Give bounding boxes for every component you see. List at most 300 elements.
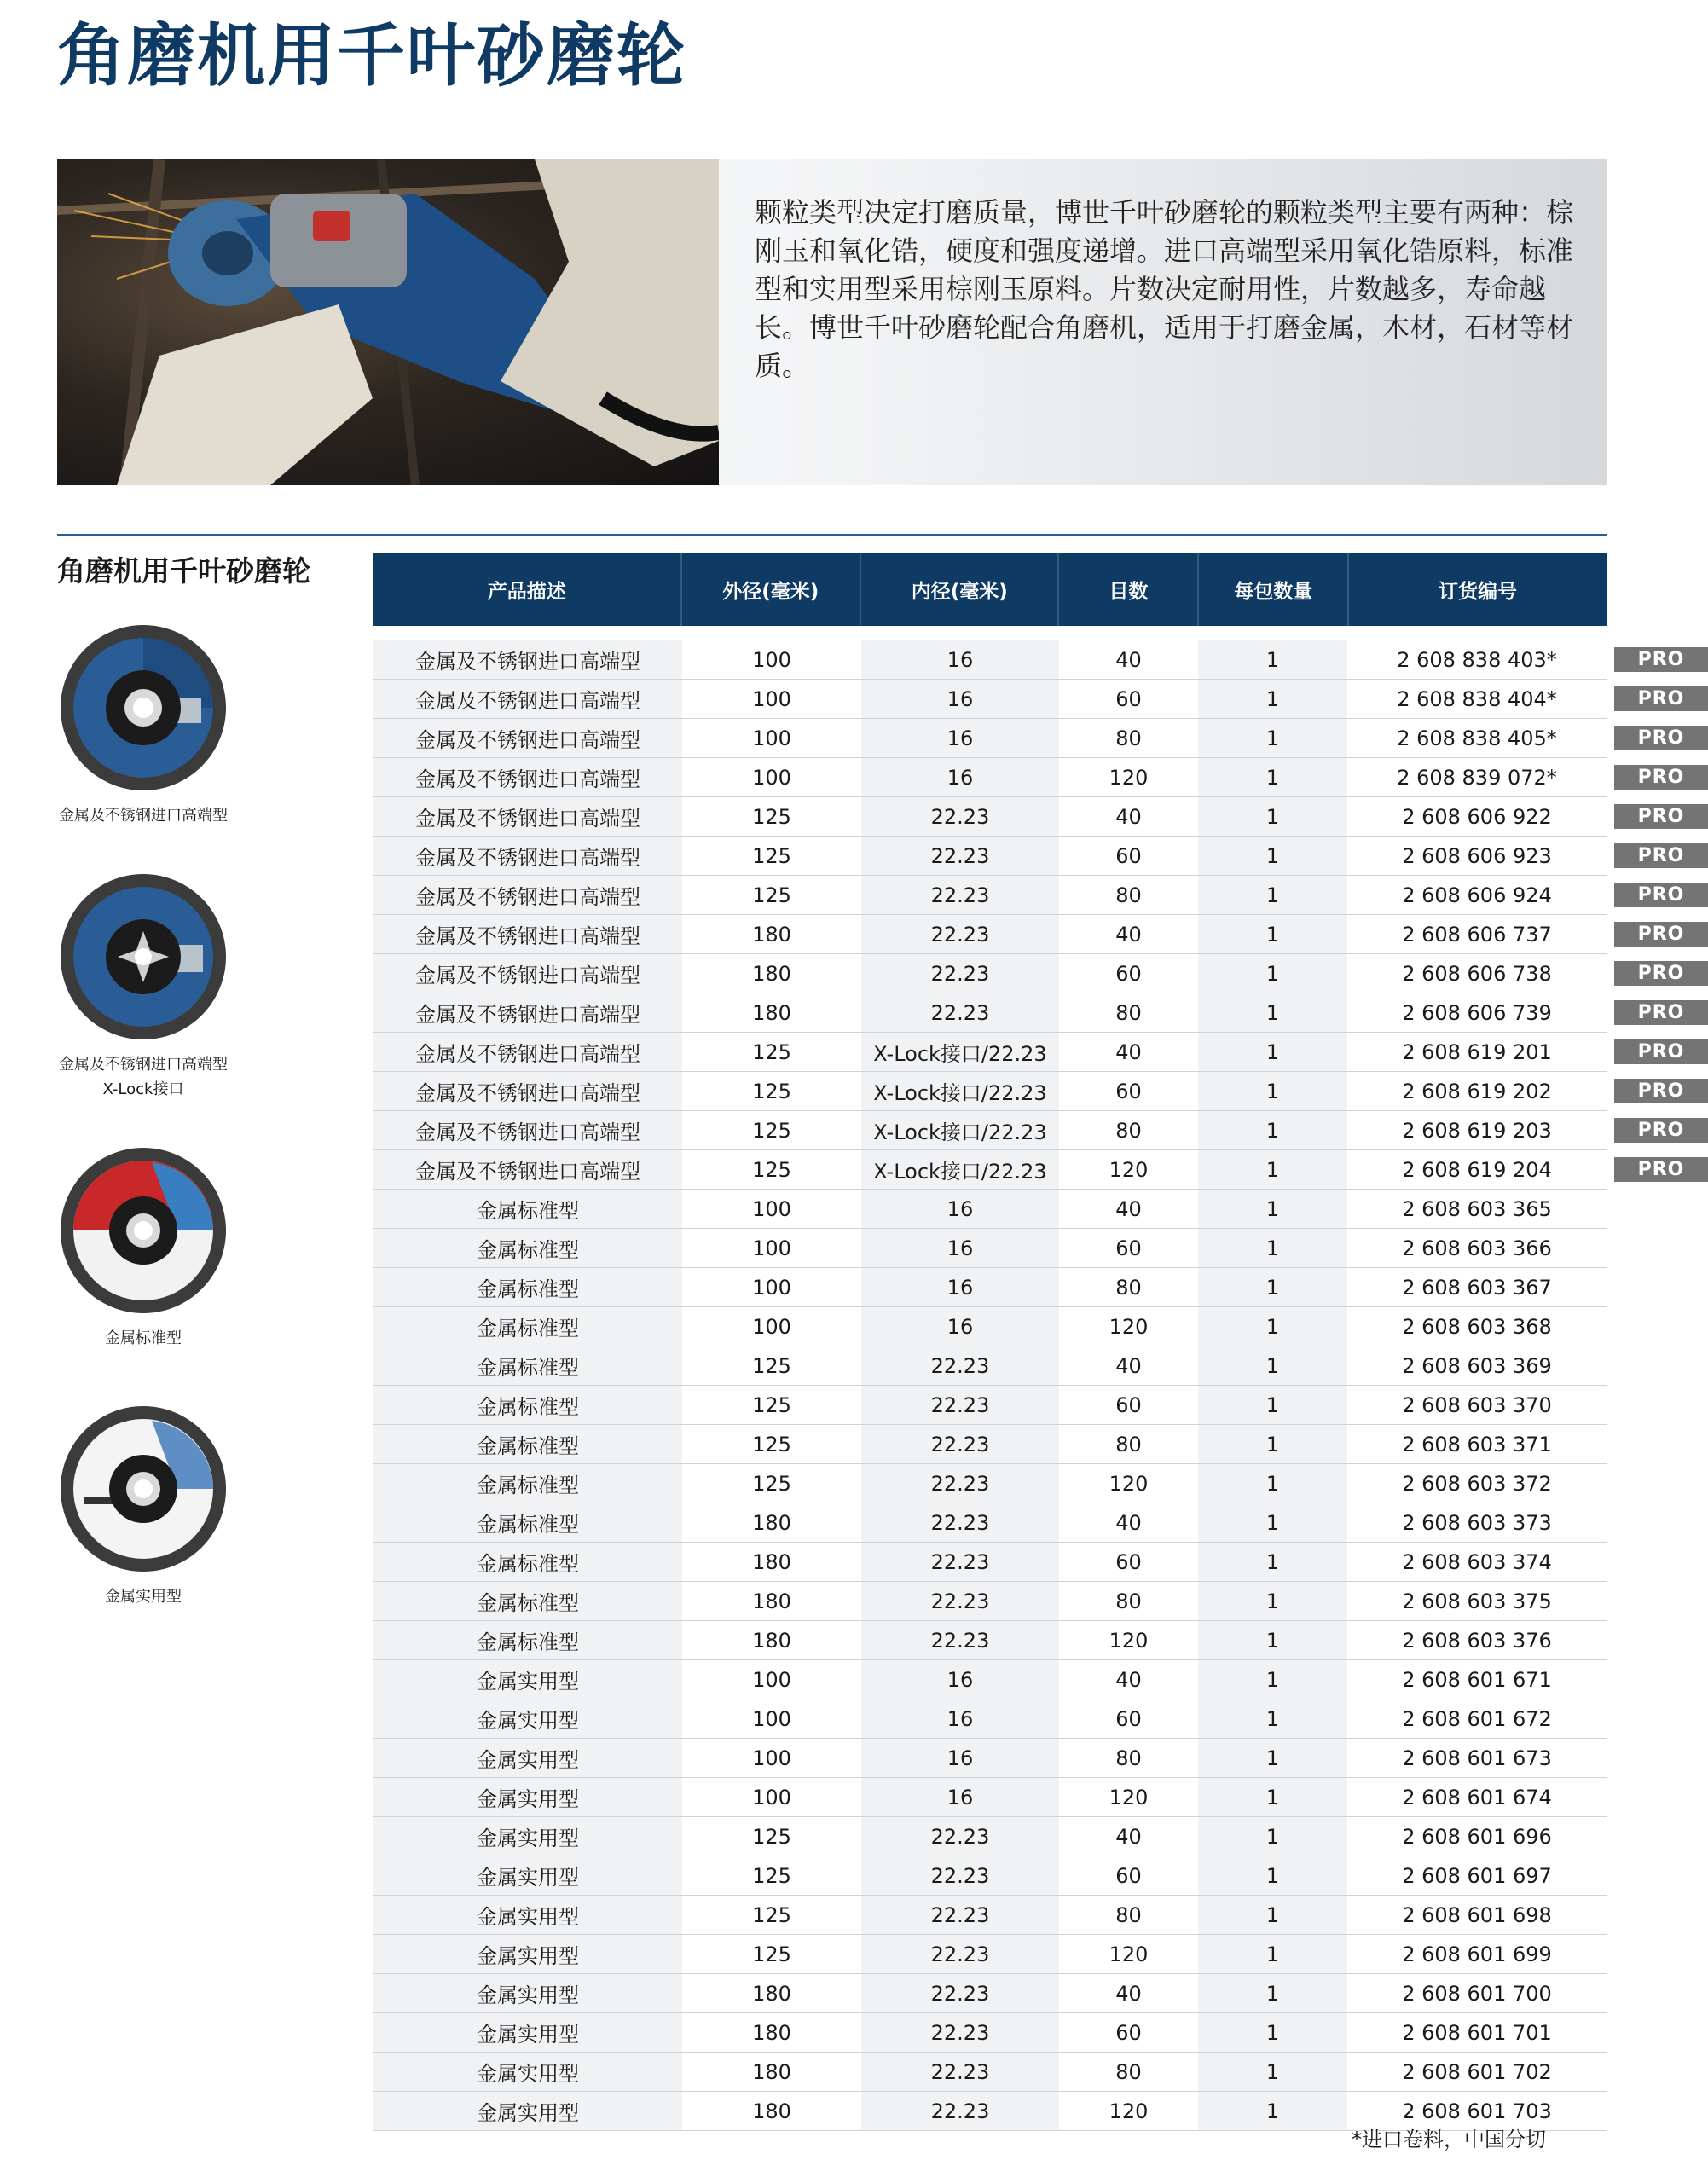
cell-order-number: 2 608 601 703 [1402,2099,1552,2123]
section-title: 角磨机用千叶砂磨轮 [57,554,310,588]
table-row [373,1896,1607,1935]
pro-badge: PRO [1614,765,1708,790]
cell-pack-qty: 1 [1198,1503,1347,1542]
intro-text: 颗粒类型决定打磨质量，博世千叶砂磨轮的颗粒类型主要有两种：棕刚玉和氧化锆，硬度和强度递增。进口高端型采用氧化锆原料，标准型和实用型采用棕刚玉原料。片数决定耐用性，片数越多，寿命越长。博世千叶砂磨轮配合角磨机，适用于打磨金属，木材，石材等材质。 [755,196,1574,382]
cell-grit: 40 [1115,1353,1142,1378]
cell-grit: 80 [1115,1902,1142,1927]
cell-grit: 40 [1115,1510,1142,1535]
cell-pack-qty: 1 [1198,719,1347,757]
cell-pack-qty: 1 [1198,2053,1347,2091]
cell-inner-diameter: 22.23 [861,1346,1059,1385]
cell-grit: 80 [1115,2059,1142,2084]
cell-order-number: 2 608 601 674 [1402,1785,1552,1810]
cell-pack-qty: 1 [1198,1778,1347,1816]
cell-pack-qty: 1 [1198,1739,1347,1777]
flap-disc-image [58,1404,229,1574]
cell-order-number: 2 608 619 202 [1402,1079,1552,1103]
cell-outer-diameter: 100 [752,1785,791,1810]
cell-inner-diameter: 22.23 [861,1935,1059,1973]
thumb-caption [28,1052,258,1102]
pro-badge: PRO [1614,1079,1708,1103]
table-row [373,993,1685,1033]
cell-outer-diameter: 100 [752,686,791,711]
cell-outer-diameter: 125 [752,1902,791,1927]
product-thumb-xlock [28,871,258,1102]
cell-pack-qty: 1 [1198,1896,1347,1934]
cell-order-number: 2 608 603 367 [1402,1275,1552,1300]
pro-badge: PRO [1614,883,1708,907]
cell-order-number: 2 608 601 696 [1402,1824,1552,1849]
cell-outer-diameter: 180 [752,2059,791,2084]
cell-grit: 60 [1115,2020,1142,2045]
table-row [373,837,1685,876]
cell-inner-diameter: 22.23 [861,1896,1059,1934]
cell-order-number: 2 608 601 700 [1402,1981,1552,2006]
cell-grit: 120 [1109,1157,1149,1182]
cell-outer-diameter: 100 [752,726,791,750]
cell-outer-diameter: 100 [752,1196,791,1221]
cell-order-number: 2 608 601 672 [1402,1706,1552,1731]
cell-grit: 80 [1115,726,1142,750]
cell-outer-diameter: 180 [752,1628,791,1653]
pro-badge: PRO [1614,922,1708,947]
cell-outer-diameter: 180 [752,961,791,986]
cell-order-number: 2 608 838 403* [1397,647,1557,672]
table-header [373,553,1607,626]
footnote: *进口卷料，中国分切 [1352,2128,1546,2151]
cell-pack-qty: 1 [1198,1425,1347,1463]
cell-inner-diameter: 16 [861,758,1059,796]
cell-grit: 60 [1115,1549,1142,1574]
cell-grit: 60 [1115,1236,1142,1260]
pro-badge: PRO [1614,961,1708,986]
cell-inner-diameter: 22.23 [861,2053,1059,2091]
cell-pack-qty: 1 [1198,1033,1347,1071]
cell-order-number: 2 608 603 373 [1402,1510,1552,1535]
col-header-order-number: 订货编号 [1439,580,1518,603]
product-thumb-premium [28,622,258,828]
cell-pack-qty: 1 [1198,1268,1347,1306]
cell-grit: 60 [1115,843,1142,868]
cell-grit: 40 [1115,804,1142,829]
cell-outer-diameter: 125 [752,1942,791,1966]
table-row [373,1621,1607,1660]
table-row [373,1543,1607,1582]
cell-description: 金属实用型 [373,2092,682,2130]
cell-order-number: 2 608 606 924 [1402,883,1552,907]
cell-grit: 60 [1115,961,1142,986]
table-row [373,1425,1607,1464]
cell-outer-diameter: 125 [752,883,791,907]
cell-grit: 80 [1115,1275,1142,1300]
table-row [373,1503,1607,1543]
cell-description: 金属实用型 [373,1896,682,1934]
cell-grit: 120 [1109,1942,1149,1966]
table-row [373,1778,1607,1817]
cell-inner-diameter: X-Lock接口/22.23 [861,1111,1059,1149]
cell-pack-qty: 1 [1198,1621,1347,1659]
cell-description: 金属实用型 [373,2053,682,2091]
cell-inner-diameter: 16 [861,719,1059,757]
table-row [373,2053,1607,2092]
cell-outer-diameter: 125 [752,1118,791,1143]
cell-pack-qty: 1 [1198,1817,1347,1856]
cell-inner-diameter: 16 [861,1739,1059,1777]
cell-grit: 60 [1115,1706,1142,1731]
table-row [373,1699,1607,1739]
cell-outer-diameter: 125 [752,1157,791,1182]
product-thumb-economy [28,1404,258,1609]
cell-inner-diameter: 22.23 [861,1464,1059,1503]
col-header-description: 产品描述 [373,553,682,626]
cell-inner-diameter: 16 [861,1229,1059,1267]
cell-outer-diameter: 125 [752,804,791,829]
table-row [373,876,1685,915]
table-row [373,797,1685,837]
cell-description: 金属实用型 [373,1778,682,1816]
cell-inner-diameter: 22.23 [861,797,1059,836]
cell-outer-diameter: 125 [752,1432,791,1456]
cell-inner-diameter: 16 [861,1660,1059,1699]
cell-pack-qty: 1 [1198,1386,1347,1424]
cell-pack-qty: 1 [1198,1856,1347,1895]
thumb-caption: 金属实用型 [105,1588,182,1606]
cell-description: 金属及不锈钢进口高端型 [373,680,682,718]
cell-inner-diameter: 22.23 [861,1621,1059,1659]
cell-pack-qty: 1 [1198,1229,1347,1267]
cell-grit: 60 [1115,1393,1142,1417]
cell-pack-qty: 1 [1198,1190,1347,1228]
cell-grit: 40 [1115,1667,1142,1692]
cell-outer-diameter: 125 [752,1079,791,1103]
cell-description: 金属实用型 [373,2013,682,2052]
cell-inner-diameter: 22.23 [861,876,1059,914]
cell-pack-qty: 1 [1198,876,1347,914]
cell-order-number: 2 608 619 201 [1402,1039,1552,1064]
cell-order-number: 2 608 603 372 [1402,1471,1552,1496]
cell-order-number: 2 608 606 922 [1402,804,1552,829]
cell-pack-qty: 1 [1198,2092,1347,2130]
cell-grit: 40 [1115,1039,1142,1064]
cell-outer-diameter: 180 [752,1549,791,1574]
col-header-grit: 目数 [1059,553,1199,626]
cell-order-number: 2 608 838 405* [1397,726,1557,750]
cell-grit: 80 [1115,1746,1142,1770]
cell-description: 金属及不锈钢进口高端型 [373,876,682,914]
product-thumb-standard [28,1145,258,1351]
cell-inner-diameter: 16 [861,680,1059,718]
cell-order-number: 2 608 601 702 [1402,2059,1552,2084]
cell-grit: 80 [1115,1118,1142,1143]
cell-pack-qty: 1 [1198,1307,1347,1346]
table-row [373,640,1685,680]
cell-pack-qty: 1 [1198,1543,1347,1581]
cell-pack-qty: 1 [1198,1699,1347,1738]
cell-grit: 120 [1109,1314,1149,1339]
cell-outer-diameter: 180 [752,922,791,947]
pro-badge: PRO [1614,1000,1708,1025]
table-row [373,1111,1685,1150]
table-row [373,1072,1685,1111]
cell-description: 金属及不锈钢进口高端型 [373,837,682,875]
cell-pack-qty: 1 [1198,1111,1347,1149]
table-row [373,1660,1607,1699]
cell-description: 金属标准型 [373,1307,682,1346]
pro-badge: PRO [1614,804,1708,829]
cell-description: 金属及不锈钢进口高端型 [373,758,682,796]
cell-order-number: 2 608 601 701 [1402,2020,1552,2045]
cell-outer-diameter: 100 [752,647,791,672]
table-row [373,1386,1607,1425]
cell-pack-qty: 1 [1198,954,1347,993]
table-row [373,719,1685,758]
cell-outer-diameter: 100 [752,765,791,790]
cell-outer-diameter: 100 [752,1706,791,1731]
cell-grit: 40 [1115,647,1142,672]
cell-inner-diameter: X-Lock接口/22.23 [861,1150,1059,1189]
cell-grit: 80 [1115,883,1142,907]
cell-outer-diameter: 180 [752,2020,791,2045]
section-divider [57,534,1607,536]
cell-outer-diameter: 180 [752,1000,791,1025]
cell-description: 金属实用型 [373,1699,682,1738]
pro-badge: PRO [1614,1157,1708,1182]
cell-description: 金属标准型 [373,1425,682,1463]
cell-description: 金属标准型 [373,1582,682,1620]
cell-description: 金属及不锈钢进口高端型 [373,640,682,679]
cell-order-number: 2 608 606 923 [1402,843,1552,868]
cell-description: 金属标准型 [373,1190,682,1228]
table-row [373,1817,1607,1856]
cell-description: 金属及不锈钢进口高端型 [373,993,682,1032]
cell-order-number: 2 608 619 204 [1402,1157,1552,1182]
cell-outer-diameter: 100 [752,1746,791,1770]
cell-grit: 120 [1109,1471,1149,1496]
cell-grit: 40 [1115,1981,1142,2006]
table-row [373,2013,1607,2053]
cell-grit: 80 [1115,1432,1142,1456]
cell-order-number: 2 608 603 369 [1402,1353,1552,1378]
cell-pack-qty: 1 [1198,1150,1347,1189]
table-row [373,1150,1685,1190]
cell-order-number: 2 608 619 203 [1402,1118,1552,1143]
cell-pack-qty: 1 [1198,1660,1347,1699]
cell-order-number: 2 608 606 739 [1402,1000,1552,1025]
cell-grit: 40 [1115,1824,1142,1849]
table-row [373,758,1685,797]
col-header-inner-diameter: 内径(毫米) [861,553,1059,626]
cell-outer-diameter: 180 [752,1981,791,2006]
cell-description: 金属及不锈钢进口高端型 [373,915,682,953]
pro-badge: PRO [1614,647,1708,672]
cell-inner-diameter: 22.23 [861,915,1059,953]
thumb-caption-line2: X-Lock接口 [102,1080,184,1098]
cell-inner-diameter: 22.23 [861,1386,1059,1424]
cell-outer-diameter: 100 [752,1314,791,1339]
flap-disc-image [58,1145,229,1316]
cell-description: 金属及不锈钢进口高端型 [373,1150,682,1189]
table-row [373,1190,1607,1229]
cell-inner-diameter: 22.23 [861,954,1059,993]
cell-pack-qty: 1 [1198,1935,1347,1973]
cell-pack-qty: 1 [1198,797,1347,836]
cell-order-number: 2 608 601 673 [1402,1746,1552,1770]
cell-outer-diameter: 125 [752,1471,791,1496]
cell-pack-qty: 1 [1198,1582,1347,1620]
cell-order-number: 2 608 838 404* [1397,686,1557,711]
cell-inner-diameter: 22.23 [861,1817,1059,1856]
cell-description: 金属标准型 [373,1268,682,1306]
table-body [373,640,1685,2131]
cell-outer-diameter: 125 [752,1824,791,1849]
cell-grit: 60 [1115,1863,1142,1888]
cell-order-number: 2 608 601 697 [1402,1863,1552,1888]
cell-inner-diameter: 22.23 [861,2013,1059,2052]
cell-outer-diameter: 125 [752,1039,791,1064]
cell-grit: 60 [1115,686,1142,711]
table-row [373,1464,1607,1503]
cell-description: 金属及不锈钢进口高端型 [373,797,682,836]
cell-inner-diameter: 22.23 [861,1974,1059,2012]
cell-inner-diameter: 22.23 [861,2092,1059,2130]
cell-description: 金属标准型 [373,1621,682,1659]
cell-description: 金属实用型 [373,1856,682,1895]
cell-outer-diameter: 125 [752,1353,791,1378]
col-header-outer-diameter: 外径(毫米) [682,553,862,626]
cell-pack-qty: 1 [1198,1464,1347,1503]
cell-description: 金属标准型 [373,1503,682,1542]
cell-order-number: 2 608 606 737 [1402,922,1552,947]
cell-outer-diameter: 125 [752,1393,791,1417]
cell-description: 金属标准型 [373,1346,682,1385]
angle-grinder-photo [57,159,719,485]
cell-pack-qty: 1 [1198,640,1347,679]
product-table [373,553,1685,2131]
cell-order-number: 2 608 603 371 [1402,1432,1552,1456]
cell-grit: 60 [1115,1079,1142,1103]
pro-badge: PRO [1614,686,1708,711]
cell-description: 金属及不锈钢进口高端型 [373,1111,682,1149]
page-title: 角磨机用千叶砂磨轮 [57,16,686,96]
cell-pack-qty: 1 [1198,758,1347,796]
cell-order-number: 2 608 603 365 [1402,1196,1552,1221]
cell-inner-diameter: 16 [861,1307,1059,1346]
cell-order-number: 2 608 603 376 [1402,1628,1552,1653]
pro-badge: PRO [1614,843,1708,868]
table-row [373,680,1685,719]
cell-order-number: 2 608 601 699 [1402,1942,1552,1966]
cell-pack-qty: 1 [1198,993,1347,1032]
flap-disc-image [58,622,229,793]
cell-pack-qty: 1 [1198,837,1347,875]
table-row [373,1307,1607,1346]
cell-outer-diameter: 180 [752,2099,791,2123]
cell-grit: 120 [1109,1785,1149,1810]
cell-description: 金属及不锈钢进口高端型 [373,1033,682,1071]
cell-grit: 120 [1109,765,1149,790]
cell-description: 金属实用型 [373,1974,682,2012]
cell-order-number: 2 608 839 072* [1397,765,1557,790]
thumb-caption-line1: 金属及不锈钢进口高端型 [59,1056,228,1074]
cell-description: 金属实用型 [373,1935,682,1973]
cell-inner-diameter: 22.23 [861,993,1059,1032]
cell-pack-qty: 1 [1198,1346,1347,1385]
flap-disc-image [58,871,229,1042]
table-row [373,1935,1607,1974]
cell-pack-qty: 1 [1198,1072,1347,1110]
cell-grit: 40 [1115,1196,1142,1221]
cell-description: 金属及不锈钢进口高端型 [373,954,682,993]
pro-badge: PRO [1614,726,1708,750]
cell-order-number: 2 608 603 374 [1402,1549,1552,1574]
cell-outer-diameter: 100 [752,1236,791,1260]
cell-grit: 120 [1109,2099,1149,2123]
cell-order-number: 2 608 601 671 [1402,1667,1552,1692]
cell-outer-diameter: 180 [752,1589,791,1613]
cell-inner-diameter: 16 [861,1268,1059,1306]
cell-inner-diameter: 16 [861,1699,1059,1738]
cell-inner-diameter: 16 [861,640,1059,679]
cell-outer-diameter: 100 [752,1275,791,1300]
pro-badge: PRO [1614,1039,1708,1064]
thumb-caption: 金属标准型 [105,1329,182,1347]
cell-inner-diameter: 22.23 [861,1425,1059,1463]
cell-description: 金属标准型 [373,1229,682,1267]
table-row [373,1033,1685,1072]
cell-inner-diameter: 22.23 [861,1582,1059,1620]
cell-outer-diameter: 125 [752,843,791,868]
pro-badge: PRO [1614,1118,1708,1143]
cell-inner-diameter: 16 [861,1778,1059,1816]
cell-description: 金属及不锈钢进口高端型 [373,1072,682,1110]
cell-order-number: 2 608 603 368 [1402,1314,1552,1339]
cell-outer-diameter: 180 [752,1510,791,1535]
cell-description: 金属标准型 [373,1543,682,1581]
cell-inner-diameter: 22.23 [861,837,1059,875]
table-row [373,1268,1607,1307]
cell-order-number: 2 608 601 698 [1402,1902,1552,1927]
cell-grit: 80 [1115,1589,1142,1613]
cell-grit: 120 [1109,1628,1149,1653]
cell-description: 金属实用型 [373,1739,682,1777]
col-header-pack-qty: 每包数量 [1199,553,1349,626]
cell-pack-qty: 1 [1198,1974,1347,2012]
cell-inner-diameter: 16 [861,1190,1059,1228]
cell-order-number: 2 608 603 366 [1402,1236,1552,1260]
table-row [373,1974,1607,2013]
cell-order-number: 2 608 606 738 [1402,961,1552,986]
table-row [373,1229,1607,1268]
cell-inner-diameter: X-Lock接口/22.23 [861,1072,1059,1110]
cell-outer-diameter: 100 [752,1667,791,1692]
table-row [373,1582,1607,1621]
cell-order-number: 2 608 603 375 [1402,1589,1552,1613]
hero-banner [57,159,1607,485]
cell-pack-qty: 1 [1198,915,1347,953]
cell-description: 金属标准型 [373,1386,682,1424]
cell-inner-diameter: 22.23 [861,1543,1059,1581]
cell-pack-qty: 1 [1198,680,1347,718]
cell-inner-diameter: 22.23 [861,1856,1059,1895]
table-row [373,1346,1607,1386]
cell-description: 金属实用型 [373,1817,682,1856]
cell-description: 金属及不锈钢进口高端型 [373,719,682,757]
cell-grit: 80 [1115,1000,1142,1025]
cell-inner-diameter: X-Lock接口/22.23 [861,1033,1059,1071]
cell-grit: 40 [1115,922,1142,947]
thumb-caption: 金属及不锈钢进口高端型 [59,807,228,825]
cell-order-number: 2 608 603 370 [1402,1393,1552,1417]
